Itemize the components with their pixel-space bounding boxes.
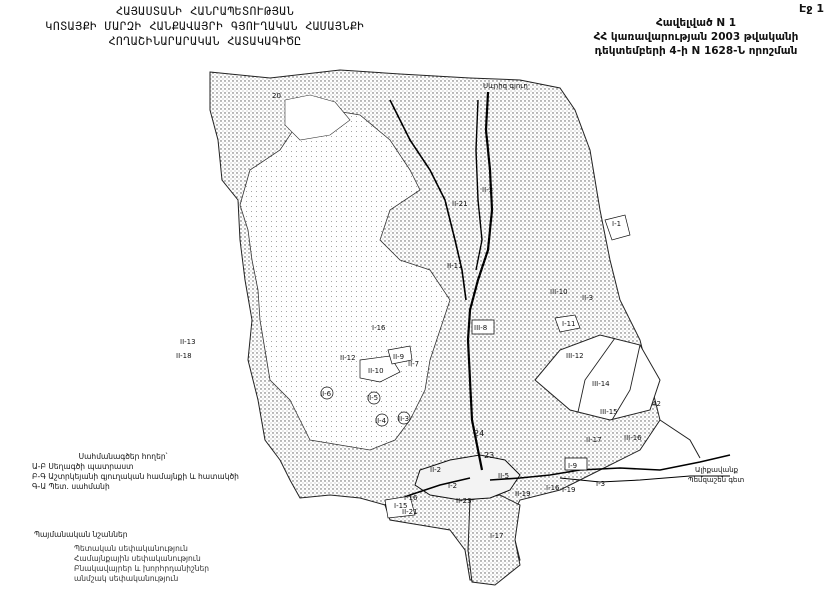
zone-label: II-3	[482, 186, 494, 194]
label-river-top: Սևրիզ գյուղ	[483, 82, 528, 90]
legend-line: Գ-Ա Պետ. սահմանի	[32, 482, 110, 491]
zone-label: II-17	[586, 436, 602, 444]
zone-label: II-7	[408, 360, 420, 368]
zone-label: II-18	[176, 352, 192, 360]
zone-label: II-21	[452, 200, 468, 208]
zone-label: II-23	[456, 497, 472, 505]
zone-label: I-16	[404, 494, 418, 502]
zone-label: II-9	[393, 353, 405, 361]
legend-line: Բ-Գ Աշտրկեյանի գյուղական համայնքի և հատակծի	[32, 472, 239, 481]
zone-label: II-19	[515, 490, 531, 498]
page-number: Էջ 1	[799, 2, 824, 15]
title-line-2: ԿՈՏԱՅՔԻ ՄԱՐԶԻ ՀԱՆՔԱՎԱՅՐԻ ԳՅՈՒՂԱԿԱՆ ՀԱՄԱՅՆՔԻ	[45, 19, 365, 33]
label-road-east-1: Ալիքավանք	[695, 466, 739, 474]
zone-label: II-12	[340, 354, 356, 362]
zone-label: I-16	[546, 484, 560, 492]
east-boundary-line	[660, 420, 700, 458]
zone-label: II-21	[402, 508, 418, 516]
zone-label: 20	[272, 92, 281, 100]
symbols-item: Բնակավայրեր և խորհրդանիշներ	[74, 564, 209, 573]
zone-label: I-3	[596, 480, 606, 488]
decree-line-3: դեկտեմբերի 4-ի N 1628-Ն որոշման	[594, 45, 798, 57]
legend-heading: Սահմանագծեր հողեր՝	[78, 452, 168, 461]
zone-label: I-11	[562, 320, 576, 328]
zone-label: II-5	[367, 394, 379, 402]
zone-label: I-16	[372, 324, 386, 332]
zone-label: 24	[474, 429, 485, 438]
zone-south	[468, 495, 520, 585]
symbols-legend	[34, 530, 254, 584]
zone-label: II-5	[498, 472, 510, 480]
symbols-item: Պետական սեփականություն	[74, 544, 188, 553]
zone-label: I-9	[568, 462, 578, 470]
title-line-1: ՀԱՅԱՍՏԱՆԻ ՀԱՆՐԱՊԵՏՈՒԹՅԱՆ	[115, 4, 295, 18]
symbols-item: անմշակ սեփականություն	[74, 574, 179, 583]
zone-label: III-14	[592, 380, 610, 388]
zone-label: II-13	[180, 338, 196, 346]
zone-label: I-2	[448, 482, 458, 490]
zone-label: II-3	[582, 294, 594, 302]
zone-label: I-17	[490, 532, 504, 540]
zone-label: III-10	[550, 288, 568, 296]
zone-label: I-19	[562, 486, 576, 494]
boundary-legend	[8, 452, 238, 492]
symbols-heading: Պայմանական նշաններ	[34, 530, 128, 539]
title-line-3: ՀՈՂԱՇԻՆԱՐԱՐԱԿԱՆ ՀԱՏԱԿԱԳԻԾԸ	[108, 34, 302, 48]
symbols-item: Համայնքային սեփականություն	[74, 554, 201, 563]
zone-label: 42	[652, 400, 661, 408]
zone-label: II-11	[447, 262, 463, 270]
zone-label: III-15	[600, 408, 618, 416]
zone-label: I-1	[612, 220, 622, 228]
zone-label: II-3	[398, 415, 410, 423]
decree-line-1: Հավելված N 1	[655, 17, 737, 29]
label-road-east-2: Պեմզաշեն գետ	[688, 476, 745, 484]
zone-label: II-6	[320, 390, 332, 398]
zone-label: III-12	[566, 352, 584, 360]
decree-line-2: ՀՀ կառավարության 2003 թվականի	[593, 31, 799, 43]
zone-label: II-10	[368, 367, 384, 375]
legend-line: Ա-Բ Սեղագծի պատրաստ	[32, 462, 134, 471]
zone-label: 23	[484, 451, 495, 460]
zone-label: III-8	[474, 324, 488, 332]
zone-label: II-2	[430, 466, 442, 474]
zone-label: I-15	[394, 502, 408, 510]
zone-label: III-16	[624, 434, 642, 442]
zone-label: II-4	[375, 417, 387, 425]
